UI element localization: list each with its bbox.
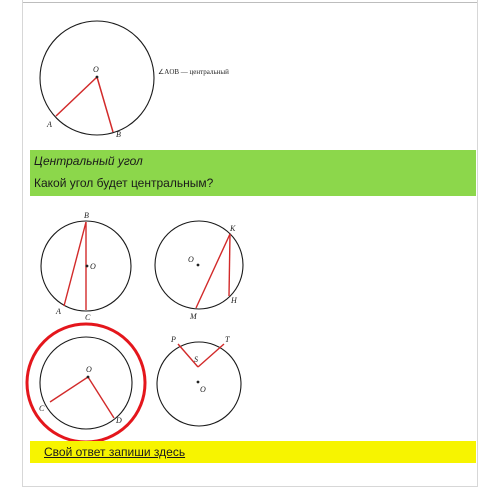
fig4-label-s: S xyxy=(194,355,198,364)
section-title: Центральный угол xyxy=(34,154,143,168)
fig1-label-a: A xyxy=(56,307,61,316)
option-figure-2[interactable] xyxy=(155,221,243,321)
fig1-label-c: C xyxy=(85,313,91,322)
fig2-label-k: K xyxy=(230,224,236,233)
fig4-label-p: P xyxy=(171,335,176,344)
question-text: Какой угол будет центральным? xyxy=(34,176,214,190)
example-figure xyxy=(40,21,229,139)
fig2-label-m: M xyxy=(190,312,197,321)
fig3-label-c: C xyxy=(39,404,45,413)
fig2-label-o: O xyxy=(188,255,194,264)
fig1-label-o: O xyxy=(90,262,96,271)
label-a: A xyxy=(47,120,52,129)
fig2-label-h: H xyxy=(231,296,237,305)
fig4-label-o: O xyxy=(200,385,206,394)
label-o: O xyxy=(93,65,99,74)
option-figure-1[interactable] xyxy=(41,211,131,322)
example-caption: ∠AOB — центральный xyxy=(158,68,229,76)
label-b: B xyxy=(116,130,121,139)
answer-link[interactable]: Свой ответ запиши здесь xyxy=(44,445,186,459)
fig3-label-o: O xyxy=(86,365,92,374)
answer-bar[interactable] xyxy=(30,441,476,463)
fig4-label-t: T xyxy=(225,335,230,344)
fig1-label-b: B xyxy=(84,211,89,220)
selection-ring xyxy=(27,324,145,442)
option-figure-3[interactable] xyxy=(27,324,145,442)
option-figure-4[interactable] xyxy=(157,335,241,426)
fig3-label-d: D xyxy=(116,416,122,425)
